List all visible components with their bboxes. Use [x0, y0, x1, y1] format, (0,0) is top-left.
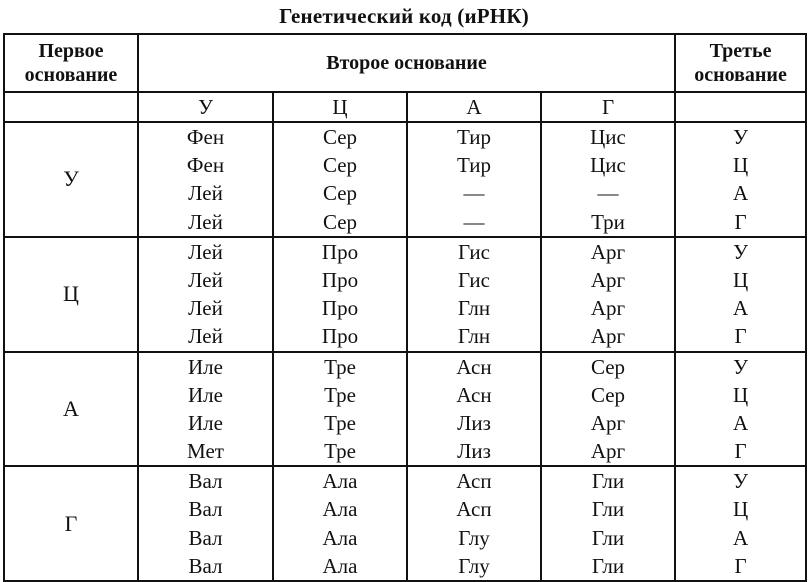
amino-acid: Сер	[590, 382, 626, 407]
amino-acid: Ала	[322, 469, 358, 494]
amino-acid: Иле	[188, 382, 223, 407]
amino-acid-column	[273, 122, 407, 237]
amino-acid: Арг	[590, 439, 626, 464]
amino-acid: Вал	[188, 469, 223, 494]
amino-acid: Вал	[188, 553, 223, 578]
third-base: А	[732, 410, 749, 435]
amino-acid: Ала	[322, 497, 358, 522]
first-base-cell: У	[4, 122, 138, 237]
amino-acid: Три	[591, 209, 625, 234]
first-base-header-line1: Первое	[38, 40, 104, 62]
amino-acid: Цис	[590, 125, 626, 149]
third-base-column	[675, 237, 806, 352]
amino-acid: Про	[321, 324, 359, 349]
amino-acid: Лей	[188, 181, 223, 206]
amino-acid: Гли	[591, 525, 625, 550]
group-row-g	[4, 466, 806, 581]
amino-acid: Глн	[457, 296, 491, 321]
amino-acid: Сер	[322, 209, 358, 234]
amino-acid: Арг	[590, 239, 626, 264]
third-base-column	[675, 466, 806, 581]
header-row	[4, 34, 806, 92]
amino-acid: Глу	[458, 553, 490, 578]
amino-acid: Про	[321, 296, 359, 321]
third-base: Г	[734, 439, 747, 464]
amino-acid: Иле	[188, 354, 223, 379]
amino-acid: Про	[321, 239, 359, 264]
amino-acid-column	[541, 122, 675, 237]
amino-acid-column	[273, 352, 407, 467]
first-base-header-line2: основание	[24, 64, 118, 86]
amino-acid: Фен	[186, 125, 225, 149]
amino-acid: Тре	[324, 439, 356, 464]
amino-acid: Гис	[458, 267, 490, 292]
amino-acid: —	[463, 181, 485, 206]
amino-acid: Сер	[590, 354, 626, 379]
amino-acid: Глу	[458, 525, 490, 550]
third-base-header	[675, 34, 806, 92]
third-base: Ц	[732, 382, 749, 407]
amino-acid: Тре	[324, 382, 356, 407]
third-base: У	[733, 125, 748, 149]
amino-acid: Тир	[456, 153, 492, 178]
third-base: У	[733, 354, 748, 379]
amino-acid: Сер	[322, 181, 358, 206]
amino-acid: Тре	[324, 410, 356, 435]
amino-acid: Лей	[188, 239, 223, 264]
amino-acid: Тир	[456, 125, 492, 149]
group-row-a	[4, 352, 806, 467]
amino-acid: Сер	[322, 125, 358, 149]
amino-acid: Глн	[457, 324, 491, 349]
amino-acid: Ала	[322, 525, 358, 550]
amino-acid: Арг	[590, 267, 626, 292]
amino-acid: Гли	[591, 553, 625, 578]
amino-acid: Мет	[187, 439, 224, 464]
third-base: Ц	[732, 267, 749, 292]
amino-acid: Лей	[188, 209, 223, 234]
amino-acid-column	[138, 122, 273, 237]
amino-acid: Гис	[458, 239, 490, 264]
genetic-code-table	[3, 33, 807, 582]
amino-acid: Арг	[590, 324, 626, 349]
amino-acid: Гли	[591, 469, 625, 494]
amino-acid: Асн	[456, 382, 492, 407]
amino-acid: Арг	[590, 296, 626, 321]
amino-acid: Фен	[186, 153, 225, 178]
second-base-header: Второе основание	[138, 34, 675, 92]
amino-acid: —	[597, 181, 619, 206]
third-base: Г	[734, 553, 747, 578]
first-base-header	[4, 34, 138, 92]
third-base: А	[732, 525, 749, 550]
amino-acid: Арг	[590, 410, 626, 435]
amino-acid-column	[541, 466, 675, 581]
amino-acid: Ала	[322, 553, 358, 578]
second-base-row	[4, 92, 806, 122]
second-base-u: У	[138, 92, 273, 122]
amino-acid: Тре	[324, 354, 356, 379]
amino-acid: —	[463, 209, 485, 234]
third-base: А	[732, 296, 749, 321]
amino-acid: Асп	[456, 497, 492, 522]
third-base: А	[732, 181, 749, 206]
amino-acid-column	[138, 466, 273, 581]
group-row-u	[4, 122, 806, 237]
group-row-c	[4, 237, 806, 352]
amino-acid: Лей	[188, 296, 223, 321]
first-base-cell: Г	[4, 466, 138, 581]
amino-acid: Лиз	[457, 439, 491, 464]
third-base: У	[733, 239, 748, 264]
first-base-cell: Ц	[4, 237, 138, 352]
empty-cell	[675, 92, 806, 122]
amino-acid: Лей	[188, 267, 223, 292]
amino-acid: Лей	[188, 324, 223, 349]
amino-acid-column	[541, 352, 675, 467]
third-base-header-line1: Третье	[709, 40, 772, 62]
amino-acid-column	[407, 466, 541, 581]
amino-acid: Иле	[188, 410, 223, 435]
amino-acid: Сер	[322, 153, 358, 178]
third-base-column	[675, 122, 806, 237]
third-base: Г	[734, 324, 747, 349]
empty-cell	[4, 92, 138, 122]
third-base: У	[733, 469, 748, 494]
amino-acid: Асн	[456, 354, 492, 379]
second-base-a: А	[407, 92, 541, 122]
amino-acid: Вал	[188, 525, 223, 550]
amino-acid: Вал	[188, 497, 223, 522]
amino-acid-column	[541, 237, 675, 352]
table-title: Генетический код (иРНК)	[279, 4, 529, 28]
second-base-g: Г	[541, 92, 675, 122]
third-base-column	[675, 352, 806, 467]
amino-acid-column	[407, 352, 541, 467]
amino-acid: Лиз	[457, 410, 491, 435]
third-base-header-line2: основание	[694, 64, 787, 86]
amino-acid: Цис	[590, 153, 626, 178]
third-base: Ц	[732, 153, 749, 178]
amino-acid-column	[273, 237, 407, 352]
third-base: Ц	[732, 497, 749, 522]
amino-acid-column	[407, 237, 541, 352]
amino-acid-column	[273, 466, 407, 581]
amino-acid: Про	[321, 267, 359, 292]
amino-acid-column	[407, 122, 541, 237]
first-base-cell: А	[4, 352, 138, 467]
third-base: Г	[734, 209, 747, 234]
amino-acid-column	[138, 237, 273, 352]
amino-acid-column	[138, 352, 273, 467]
amino-acid: Гли	[591, 497, 625, 522]
second-base-c: Ц	[273, 92, 407, 122]
amino-acid: Асп	[456, 469, 492, 494]
